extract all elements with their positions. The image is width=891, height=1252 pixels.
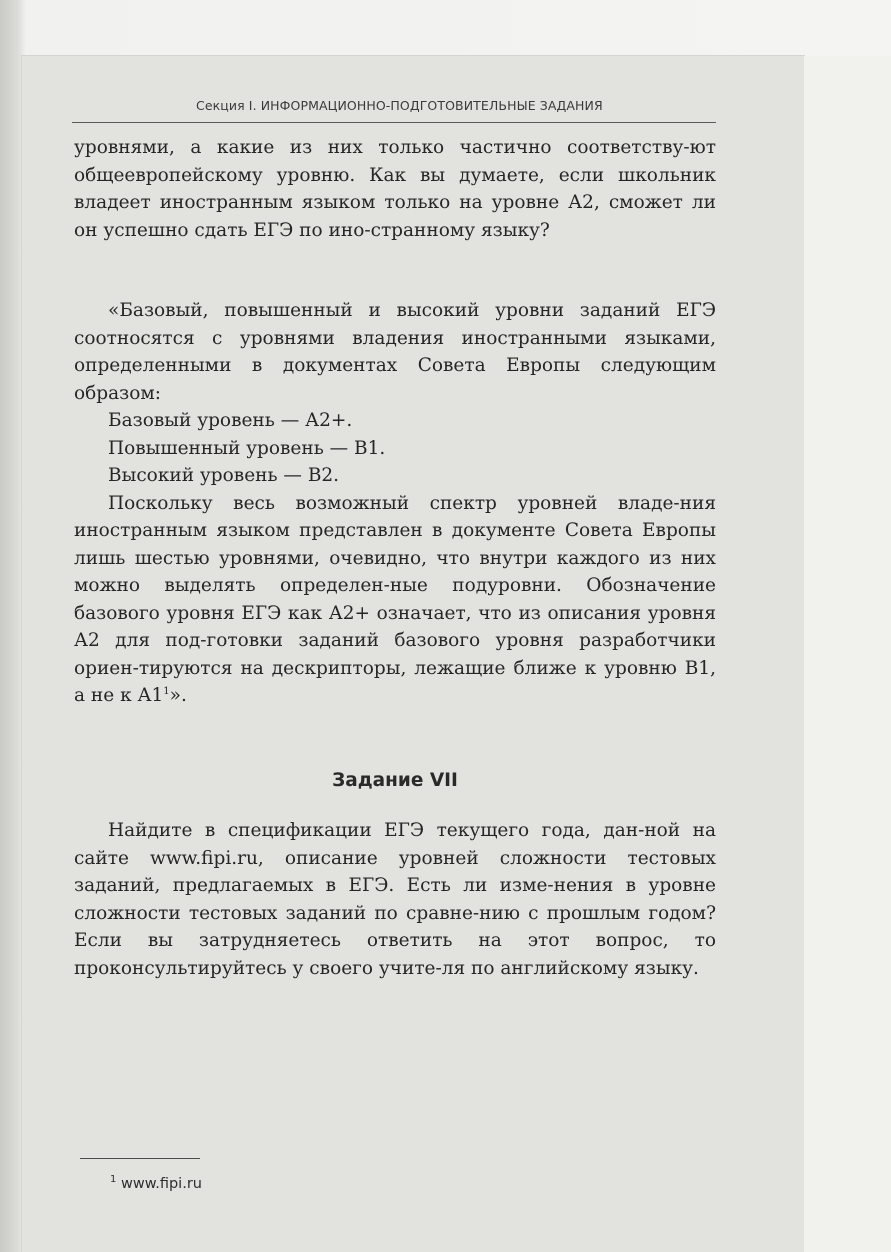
intro-paragraph: уровнями, а какие из них только частично соответству-ют общеевропейскому уровню. Как вы думаете, если школьник владеет иностранным языком только на уровне А2, сможет ли он успешно сдать ЕГЭ по ино-странному языку?	[74, 137, 716, 241]
running-head-rule	[72, 122, 716, 123]
running-head: Секция I. ИНФОРМАЦИОННО-ПОДГОТОВИТЕЛЬНЫЕ ЗАДАНИЯ	[196, 98, 603, 113]
scan-margin	[804, 56, 891, 1252]
quote-closing	[74, 490, 716, 710]
task-heading: Задание VII	[332, 770, 458, 791]
quote-block	[74, 297, 716, 710]
level-advanced: Повышенный уровень — В1.	[108, 437, 386, 459]
quote-closing-mark: ».	[169, 685, 187, 706]
task-text: Найдите в спецификации ЕГЭ текущего года, дан-ной на сайте www.fipi.ru, описание уровней сложности тестовых заданий, предлагаемых в ЕГЭ. Есть ли изме-нения в уровне сложности тестовых заданий по сравне-нию с прошлым годом? Если вы затрудняетесь ответить на этот вопрос, то проконсультируйтесь у своего учите-ля по английскому языку.	[74, 820, 716, 979]
quote-opening: «Базовый, повышенный и высокий уровни заданий ЕГЭ соотносятся с уровнями владения иностранными языками, определенными в документах Совета Европы следующим образом:	[74, 300, 716, 404]
footnote-rule	[80, 1158, 200, 1159]
footnote	[110, 1176, 202, 1192]
footnote-reference: 1	[163, 685, 170, 697]
task-block	[74, 817, 716, 982]
footnote-mark: 1	[110, 1174, 117, 1186]
intro-block	[74, 134, 716, 244]
quote-closing-text: Поскольку весь возможный спектр уровней владе-ния иностранным языком представлен в документе Совета Европы лишь шестью уровнями, очевидно, что внутри каждого из них можно выделять определен-ные подуровни. Обозначение базового уровня ЕГЭ как А2+ означает, что из описания уровня А2 для под-готовки заданий базового уровня разработчики ориен-тируются на дескрипторы, лежащие ближе к уровню В1, а не к А1	[74, 492, 716, 706]
footnote-text: www.fipi.ru	[120, 1176, 202, 1192]
level-high: Высокий уровень — В2.	[108, 465, 340, 486]
level-basic: Базовый уровень — А2+.	[108, 410, 353, 431]
